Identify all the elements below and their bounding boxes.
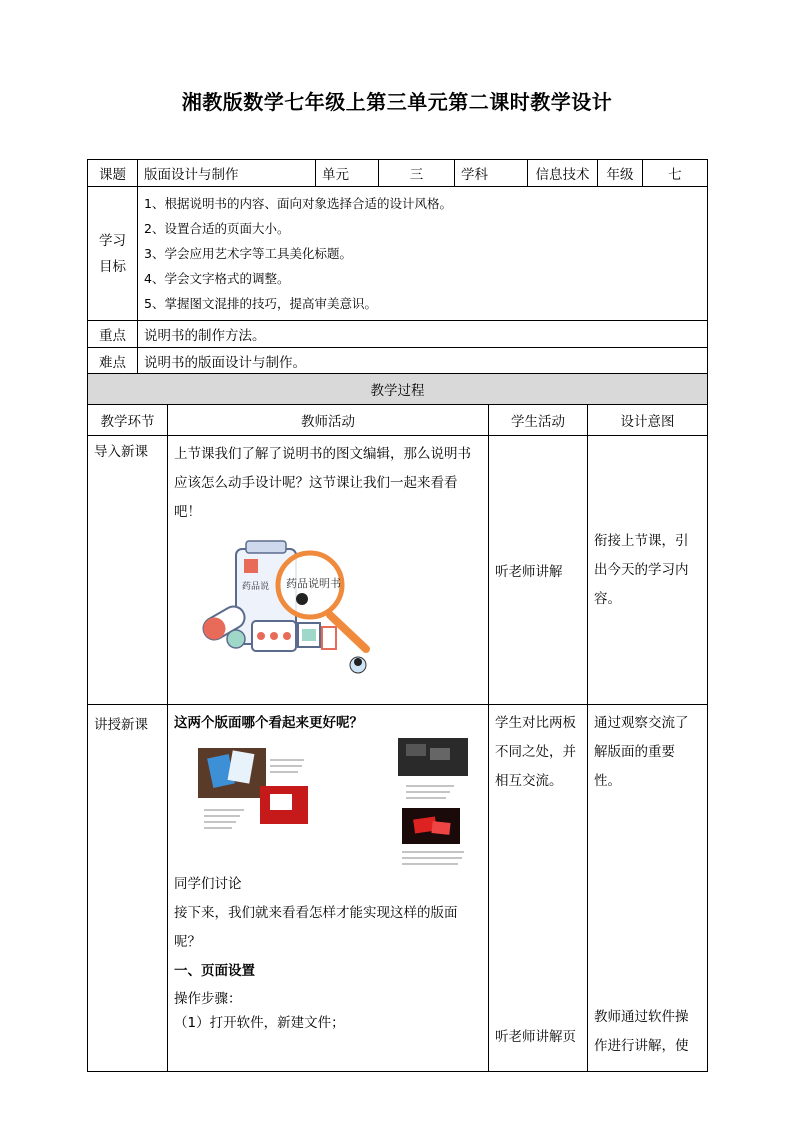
goal-item: 3、学会应用艺术字等工具美化标题。 (144, 246, 352, 261)
student-new (489, 705, 588, 1072)
stage-new: 讲授新课 (88, 705, 168, 1072)
student-line: 相互交流。 (495, 773, 563, 789)
goal-item: 1、根据说明书的内容、面向对象选择合适的设计风格。 (144, 196, 452, 211)
image-sub-label: 药品说 (242, 582, 270, 592)
intent-line: 出今天的学习内 (594, 561, 689, 578)
next-line: 呢？ (174, 934, 201, 950)
topic-value: 版面设计与制作 (138, 160, 316, 187)
medicine-illustration (174, 533, 482, 683)
steps-label: 操作步骤： (174, 991, 242, 1007)
col-student: 学生活动 (489, 405, 588, 436)
goals-label (88, 187, 138, 321)
student-line: 不同之处，并 (495, 744, 576, 760)
unit-label: 单元 (316, 160, 379, 187)
student-line: 学生对比两板 (495, 715, 576, 731)
image-main-label: 药品说明书 (286, 577, 341, 590)
col-teacher: 教师活动 (168, 405, 489, 436)
info-table (87, 159, 708, 375)
page-title: 湘教版数学七年级上第三单元第二课时教学设计 (181, 90, 613, 114)
intent-line: 容。 (594, 590, 621, 607)
goal-item: 5、掌握图文混排的技巧，提高审美意识。 (144, 296, 377, 311)
grade-value: 七 (643, 160, 708, 187)
layout-compare-images (174, 738, 482, 870)
unit-value: 三 (379, 160, 455, 187)
teacher-intro (168, 436, 489, 705)
stage-intro: 导入新课 (88, 436, 168, 705)
grade-label: 年级 (598, 160, 643, 187)
teacher-line: 吧！ (174, 504, 201, 520)
goal-item: 4、学会文字格式的调整。 (144, 271, 290, 286)
student-line-2: 听老师讲解页 (495, 1029, 576, 1045)
subject-value: 信息技术 (528, 160, 598, 187)
intent-line: 教师通过软件操 (594, 1009, 689, 1025)
difficult-label: 难点 (88, 348, 138, 375)
goals-label-line: 学习 (99, 232, 126, 249)
question-text: 这两个版面哪个看起来更好呢？ (174, 715, 363, 731)
intent-new (588, 705, 708, 1072)
teacher-line: 应该怎么动手设计呢？这节课让我们一起来看看 (174, 475, 458, 491)
intent-line: 解版面的重要性。 (594, 744, 675, 789)
intent-intro (588, 436, 708, 705)
key-value: 说明书的制作方法。 (138, 321, 708, 348)
goals-label-line: 目标 (99, 258, 126, 275)
col-intent: 设计意图 (588, 405, 708, 436)
subject-label: 学科 (455, 160, 528, 187)
intent-line: 衔接上节课，引 (594, 532, 689, 549)
student-intro: 听老师讲解 (489, 436, 588, 705)
process-header: 教学过程 (88, 374, 708, 405)
key-label: 重点 (88, 321, 138, 348)
difficult-value: 说明书的版面设计与制作。 (138, 348, 708, 375)
magnifier-illustration-icon (198, 537, 398, 677)
section-heading: 一、页面设置 (174, 963, 255, 979)
teacher-new (168, 705, 489, 1072)
step-1: （1）打开软件，新建文件； (174, 1015, 345, 1031)
process-table (87, 373, 708, 1072)
intent-block-2 (594, 1003, 689, 1061)
intent-line: 作进行讲解，使 (594, 1038, 689, 1054)
goals-list (138, 187, 708, 321)
col-stage: 教学环节 (88, 405, 168, 436)
goal-item: 2、设置合适的页面大小。 (144, 221, 290, 236)
intent-line: 通过观察交流了 (594, 715, 689, 731)
next-line: 接下来，我们就来看看怎样才能实现这样的版面 (174, 905, 458, 921)
layout-sample-icon (174, 738, 484, 870)
topic-label: 课题 (88, 160, 138, 187)
teacher-line: 上节课我们了解了说明书的图文编辑，那么说明书 (174, 446, 471, 462)
discuss-text: 同学们讨论 (174, 876, 242, 892)
